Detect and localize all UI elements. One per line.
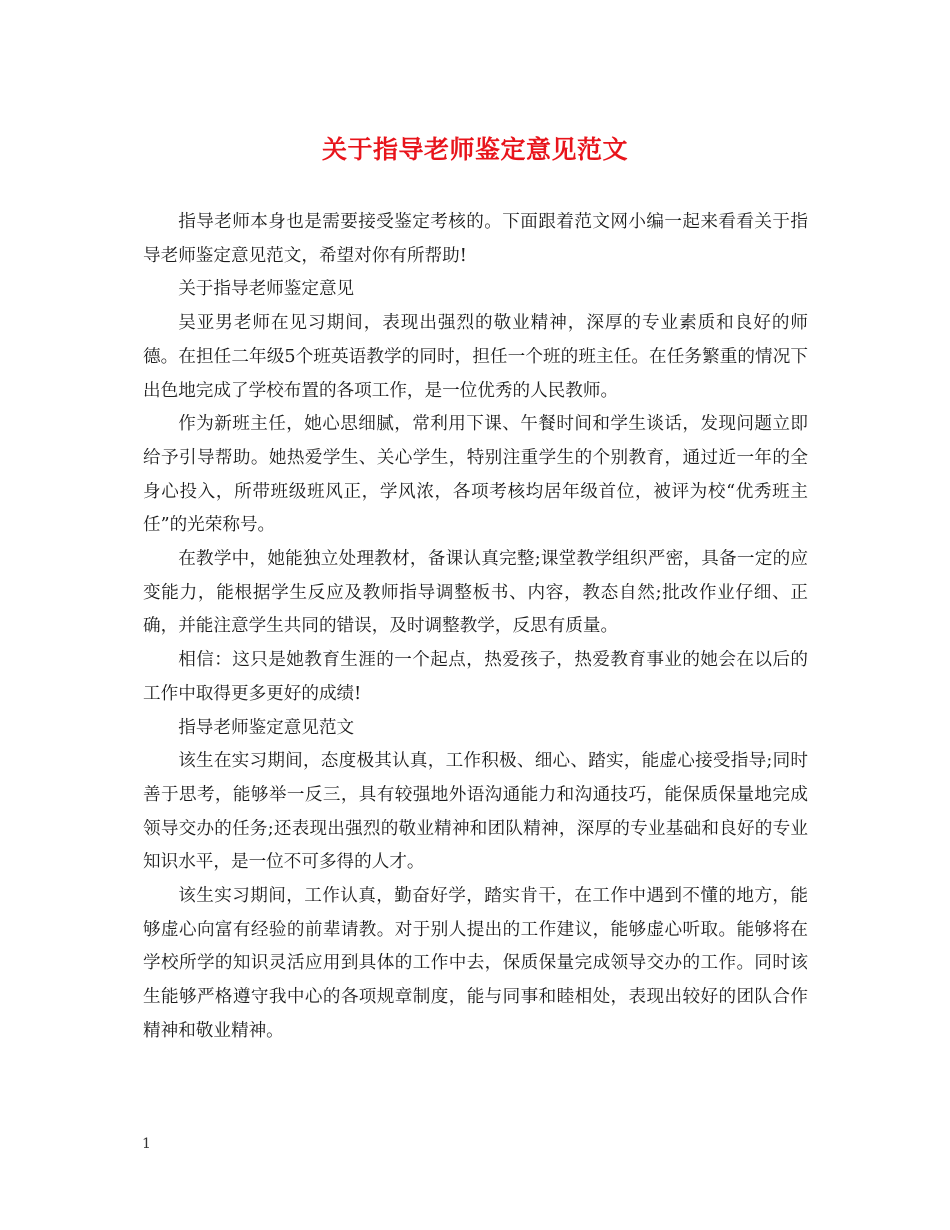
document-title: 关于指导老师鉴定意见范文 bbox=[321, 135, 628, 164]
paragraph: 相信：这只是她教育生涯的一个起点，热爱孩子，热爱教育事业的她会在以后的工作中取得更多更好的成绩! bbox=[143, 650, 808, 704]
paragraph: 在教学中，她能独立处理教材，备课认真完整;课堂教学组织严密，具备一定的应变能力，能根据学生反应及教师指导调整板书、内容，教态自然;批改作业仔细、正确，并能注意学生共同的错误，及时调整教学，反思有质量。 bbox=[143, 549, 808, 637]
paragraph: 该生在实习期间，态度极其认真，工作积极、细心、踏实，能虚心接受指导;同时善于思考，能够举一反三，具有较强地外语沟通能力和沟通技巧，能保质保量地完成领导交办的任务;还表现出强烈的敬业精神和团队精神，深厚的专业基础和良好的专业知识水平，是一位不可多得的人才。 bbox=[143, 751, 808, 873]
paragraph: 该生实习期间，工作认真，勤奋好学，踏实肯干，在工作中遇到不懂的地方，能够虚心向富有经验的前辈请教。对于别人提出的工作建议，能够虚心听取。能够将在学校所学的知识灵活应用到具体的工作中去，保质保量完成领导交办的工作。同时该生能够严格遵守我中心的各项规章制度，能与同事和睦相处，表现出较好的团队合作精神和敬业精神。 bbox=[143, 886, 808, 1041]
paragraph-intro: 指导老师本身也是需要接受鉴定考核的。下面跟着范文网小编一起来看看关于指导老师鉴定意见范文，希望对你有所帮助! bbox=[143, 212, 808, 266]
paragraph: 吴亚男老师在见习期间，表现出强烈的敬业精神，深厚的专业素质和良好的师德。在担任二年级5个班英语教学的同时，担任一个班的班主任。在任务繁重的情况下出色地完成了学校布置的各项工作，是一位优秀的人民教师。 bbox=[143, 313, 808, 401]
document-body bbox=[143, 206, 808, 1049]
page-number: 1 bbox=[142, 1136, 151, 1152]
paragraph: 作为新班主任，她心思细腻，常利用下课、午餐时间和学生谈话，发现问题立即给予引导帮助。她热爱学生、关心学生，特别注重学生的个别教育，通过近一年的全身心投入，所带班级班风正，学风浓，各项考核均居年级首位，被评为校“优秀班主任”的光荣称号。 bbox=[143, 414, 808, 536]
section-heading-1: 关于指导老师鉴定意见 bbox=[178, 279, 355, 300]
section-heading-2: 指导老师鉴定意见范文 bbox=[178, 717, 355, 738]
